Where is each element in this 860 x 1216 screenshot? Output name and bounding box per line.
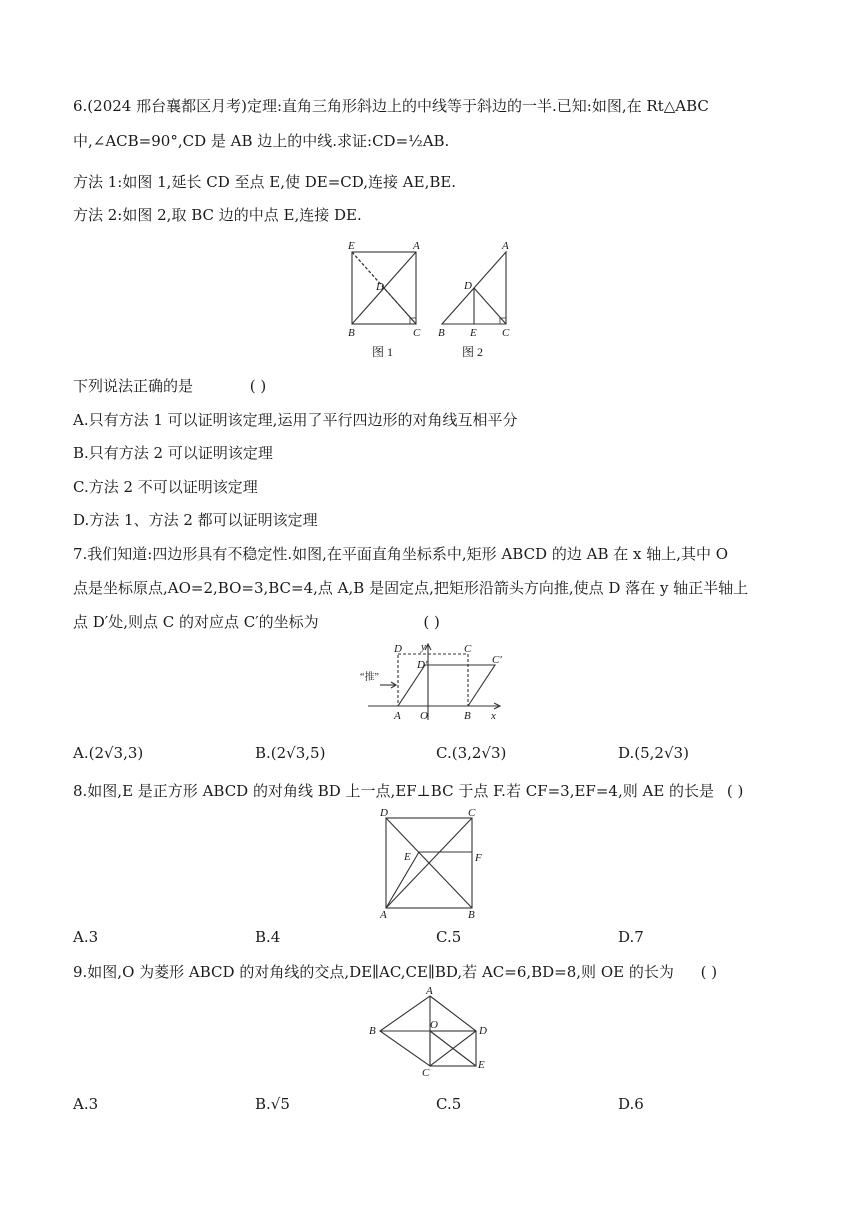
q8-label-B: B (468, 909, 475, 920)
q8-option-b: B.4 (255, 928, 281, 946)
q6-option-c: C.方法 2 不可以证明该定理 (73, 478, 258, 496)
q8-option-c: C.5 (436, 928, 462, 946)
q7-label-O: O (420, 710, 428, 722)
fig1-label-A: A (413, 240, 420, 252)
q8-option-a: A.3 (73, 928, 99, 946)
q7-label-push: “推” (360, 672, 379, 683)
fig1-label-B: B (348, 327, 355, 339)
q7-figure (360, 640, 510, 725)
fig2-caption: 图 2 (462, 345, 484, 359)
q9-answer-paren: ( ) (700, 963, 718, 981)
fig2-label-D: D (464, 280, 472, 292)
fig2-label-A: A (502, 240, 509, 252)
q6-figure-1 (340, 238, 440, 363)
q6-option-b: B.只有方法 2 可以证明该定理 (73, 444, 273, 462)
q9-figure (366, 986, 496, 1078)
q8-line1-text: 8.如图,E 是正方形 ABCD 的对角线 BD 上一点,EF⊥BC 于点 F.若 CF=3,EF=4,则 AE 的长是 (73, 782, 715, 800)
q9-option-b: B.√5 (255, 1095, 290, 1113)
q7-label-A: A (394, 710, 401, 722)
q8-label-A: A (380, 909, 387, 920)
q9-label-A: A (426, 986, 433, 997)
q6-method1: 方法 1:如图 1,延长 CD 至点 E,使 DE=CD,连接 AE,BE. (73, 173, 457, 191)
fig2-label-B: B (438, 327, 445, 339)
q6-method2: 方法 2:如图 2,取 BC 边的中点 E,连接 DE. (73, 206, 362, 224)
q6-line1: 6.(2024 邢台襄都区月考)定理:直角三角形斜边上的中线等于斜边的一半.已知:如图,在 Rt△ABC (73, 97, 709, 115)
fig1-caption: 图 1 (372, 345, 394, 359)
q9-option-d: D.6 (618, 1095, 644, 1113)
q8-answer-paren: ( ) (726, 782, 744, 800)
q7-option-d: D.(5,2√3) (618, 744, 689, 762)
q6-answer-paren: ( ) (249, 377, 267, 395)
q8-label-C: C (468, 808, 476, 819)
q7-option-b: B.(2√3,5) (255, 744, 326, 762)
q7-label-B: B (464, 710, 471, 722)
q7-line3 (73, 612, 440, 632)
q7-label-C: C (464, 643, 472, 655)
q8-label-E: E (404, 851, 411, 863)
q7-label-Dp: D′ (417, 659, 428, 671)
q6-stem-text: 下列说法正确的是 (73, 377, 194, 395)
q8-option-d: D.7 (618, 928, 644, 946)
q7-label-D: D (394, 643, 402, 655)
q7-label-Cp: C′ (492, 654, 502, 666)
q6-figure-2 (432, 238, 522, 363)
q7-label-y: y (421, 641, 426, 653)
q9-label-C: C (422, 1067, 430, 1078)
q7-line1: 7.我们知道:四边形具有不稳定性.如图,在平面直角坐标系中,矩形 ABCD 的边 AB 在 x 轴上,其中 O (73, 545, 729, 563)
q9-label-B: B (369, 1025, 376, 1037)
q8-line1 (73, 781, 743, 801)
q6-line2: 中,∠ACB=90°,CD 是 AB 边上的中线.求证:CD=½AB. (73, 132, 450, 150)
q9-line1 (73, 962, 717, 982)
q8-label-F: F (475, 852, 482, 864)
q8-label-D: D (380, 808, 388, 819)
q7-line2: 点是坐标原点,AO=2,BO=3,BC=4,点 A,B 是固定点,把矩形沿箭头方向推,使点 D 落在 y 轴正半轴上 (73, 579, 749, 597)
q7-answer-paren: ( ) (423, 613, 440, 631)
fig2-label-C: C (502, 327, 510, 339)
q8-figure (376, 808, 486, 920)
fig1-label-C: C (413, 327, 421, 339)
q6-option-a: A.只有方法 1 可以证明该定理,运用了平行四边形的对角线互相平分 (73, 411, 518, 429)
fig2-label-E: E (470, 327, 477, 339)
fig1-label-E: E (348, 240, 355, 252)
q7-option-a: A.(2√3,3) (73, 744, 144, 762)
q9-option-a: A.3 (73, 1095, 99, 1113)
q9-line1-text: 9.如图,O 为菱形 ABCD 的对角线的交点,DE∥AC,CE∥BD,若 AC=6,BD=8,则 OE 的长为 (73, 963, 674, 981)
q9-label-D: D (479, 1025, 487, 1037)
q9-label-E: E (478, 1059, 485, 1071)
q7-line3-text: 点 D′处,则点 C 的对应点 C′的坐标为 (73, 613, 319, 631)
fig1-label-D: D (376, 281, 384, 293)
q6-stem (73, 376, 266, 396)
q7-option-c: C.(3,2√3) (436, 744, 507, 762)
q6-option-d: D.方法 1、方法 2 都可以证明该定理 (73, 511, 318, 529)
q9-label-O: O (430, 1019, 438, 1031)
q7-label-x: x (491, 710, 496, 722)
q9-option-c: C.5 (436, 1095, 462, 1113)
